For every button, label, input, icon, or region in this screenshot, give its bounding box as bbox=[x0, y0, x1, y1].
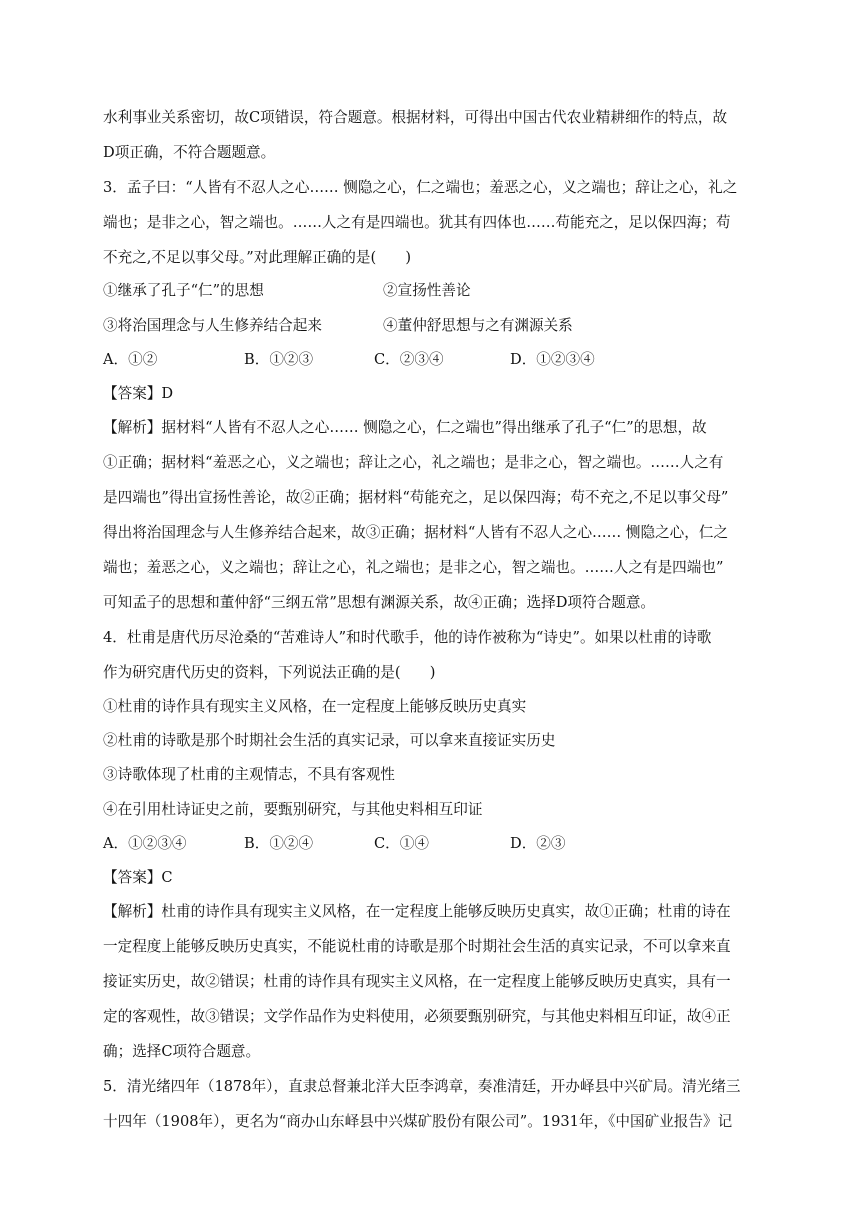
question-3-choice-d: D．①②③④ bbox=[510, 351, 595, 368]
question-4-stem: 作为研究唐代历史的资料，下列说法正确的是( ) bbox=[103, 664, 436, 681]
question-3-stem: 端也；是非之心，智之端也。……人之有是四端也。犹其有四体也……苟能充之，足以保四海；苟 bbox=[103, 214, 731, 231]
continuation-line: 水利事业关系密切，故C项错误，符合题意。根据材料，可得出中国古代农业精耕细作的特点，故 bbox=[103, 109, 728, 126]
question-4-analysis: 一定程度上能够反映历史真实，不能说杜甫的诗歌是那个时期社会生活的真实记录，不可以拿来直 bbox=[103, 938, 731, 955]
continuation-line: D项正确，不符合题题意。 bbox=[103, 144, 276, 161]
question-3-stem: 不充之,不足以事父母。”对此理解正确的是( ) bbox=[103, 249, 412, 266]
question-4-choice-b: B．①②④ bbox=[244, 835, 314, 852]
question-3-statement: ①继承了孔子“仁”的思想 bbox=[103, 282, 264, 299]
question-4-analysis: 定的客观性，故③错误；文学作品作为史料使用，必须要甄别研究，与其他史料相互印证，故④正 bbox=[103, 1008, 731, 1025]
question-4-analysis: 【解析】杜甫的诗作具有现实主义风格，在一定程度上能够反映历史真实，故①正确；杜甫的诗在 bbox=[103, 903, 731, 920]
question-4-choice-c: C．①④ bbox=[374, 835, 429, 852]
question-3-choice-b: B．①②③ bbox=[244, 351, 314, 368]
question-3-answer: 【答案】D bbox=[103, 385, 174, 402]
question-4-analysis: 接证实历史，故②错误；杜甫的诗作具有现实主义风格，在一定程度上能够反映历史真实，具有一 bbox=[103, 973, 731, 990]
question-4-statement: ②杜甫的诗歌是那个时期社会生活的真实记录，可以拿来直接证实历史 bbox=[103, 732, 556, 749]
question-5-stem: 十四年（1908年），更名为“商办山东峄县中兴煤矿股份有限公司”。1931年，《中国矿业报告》记 bbox=[103, 1113, 733, 1130]
question-3-statement: ③将治国理念与人生修养结合起来 bbox=[103, 317, 322, 334]
question-4-analysis: 确；选择C项符合题意。 bbox=[103, 1043, 261, 1060]
question-3-analysis: 可知孟子的思想和董仲舒“三纲五常”思想有渊源关系，故④正确；选择D项符合题意。 bbox=[103, 594, 656, 611]
question-4-statement: ③诗歌体现了杜甫的主观情志，不具有客观性 bbox=[103, 766, 395, 783]
question-4-statement: ①杜甫的诗作具有现实主义风格，在一定程度上能够反映历史真实 bbox=[103, 698, 527, 715]
question-3-choice-a: A．①② bbox=[103, 351, 158, 368]
question-3-analysis: 【解析】据材料“人皆有不忍人之心…… 恻隐之心，仁之端也”得出继承了孔子“仁”的思想，故 bbox=[103, 419, 707, 436]
question-3-statement: ④董仲舒思想与之有渊源关系 bbox=[383, 317, 573, 334]
question-4-choice-a: A．①②③④ bbox=[103, 835, 187, 852]
question-4-stem: 4．杜甫是唐代历尽沧桑的“苦难诗人”和时代歌手，他的诗作被称为“诗史”。如果以杜甫的诗歌 bbox=[103, 629, 712, 646]
question-3-analysis: 是四端也”得出宣扬性善论，故②正确；据材料“苟能充之，足以保四海；苟不充之,不足以事父母” bbox=[103, 489, 729, 506]
question-5-stem: 5．清光绪四年（1878年），直隶总督兼北洋大臣李鸿章，奏准清廷，开办峄县中兴矿局。清光绪三 bbox=[103, 1078, 741, 1095]
question-3-analysis: 端也；羞恶之心，义之端也；辞让之心，礼之端也；是非之心，智之端也。……人之有是四端也” bbox=[103, 559, 724, 576]
question-4-answer: 【答案】C bbox=[103, 869, 173, 886]
question-3-choice-c: C．②③④ bbox=[374, 351, 444, 368]
question-3-analysis: 得出将治国理念与人生修养结合起来，故③正确；据材料“人皆有不忍人之心…… 恻隐之心，仁之 bbox=[103, 524, 729, 541]
question-4-statement: ④在引用杜诗证史之前，要甄别研究，与其他史料相互印证 bbox=[103, 801, 483, 818]
question-4-choice-d: D．②③ bbox=[510, 835, 566, 852]
question-3-analysis: ①正确；据材料“羞恶之心，义之端也；辞让之心，礼之端也；是非之心，智之端也。……人之有 bbox=[103, 454, 724, 471]
question-3-statement: ②宣扬性善论 bbox=[383, 282, 471, 299]
question-3-stem: 3．孟子曰：“人皆有不忍人之心…… 恻隐之心，仁之端也；羞恶之心，义之端也；辞让之心，礼之 bbox=[103, 179, 738, 196]
